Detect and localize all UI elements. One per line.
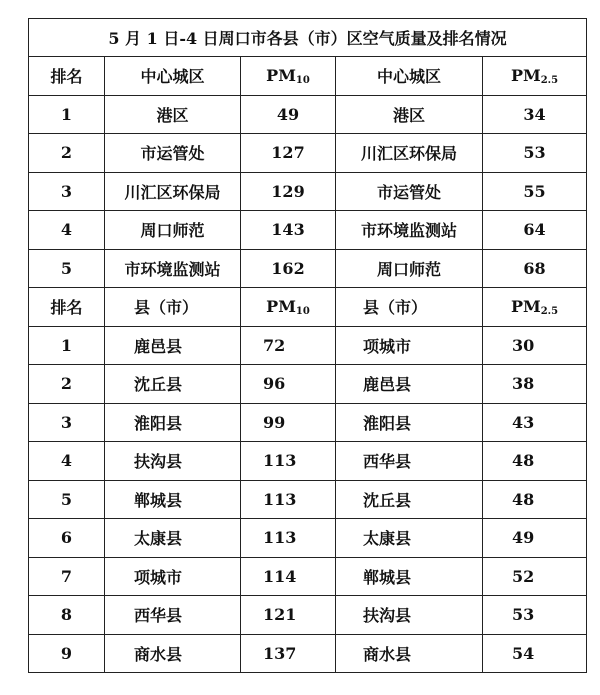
county-pm25-header (483, 288, 587, 327)
pm10-value: 114 (241, 557, 336, 596)
pm25-value: 53 (483, 134, 587, 173)
pm10-value: 162 (241, 249, 336, 288)
rank-cell: 4 (29, 442, 105, 481)
district-header-pm10: 中心城区 (105, 57, 241, 96)
county-header-pm25: 县（市） (336, 288, 483, 327)
district-name-pm10: 市运管处 (105, 134, 241, 173)
district-name-pm10: 港区 (105, 95, 241, 134)
pm10-value: 121 (241, 596, 336, 635)
rank-cell: 3 (29, 172, 105, 211)
rank-cell: 1 (29, 326, 105, 365)
pm10-value: 99 (241, 403, 336, 442)
rank-cell: 1 (29, 95, 105, 134)
pm25-value: 43 (483, 403, 587, 442)
county-name-pm10: 商水县 (105, 634, 241, 673)
county-name-pm25: 郸城县 (336, 557, 483, 596)
document-page (28, 18, 587, 673)
district-name-pm25: 周口师范 (336, 249, 483, 288)
district-name-pm25: 川汇区环保局 (336, 134, 483, 173)
pm25-value: 64 (483, 211, 587, 250)
table-row (29, 249, 587, 288)
pm25-value: 48 (483, 480, 587, 519)
county-pm25-header-sub: 2.5 (540, 305, 559, 317)
pm10-value: 72 (241, 326, 336, 365)
title-row (29, 19, 587, 57)
table-row (29, 403, 587, 442)
pm25-header-sub: 2.5 (540, 74, 559, 86)
county-name-pm25: 西华县 (336, 442, 483, 481)
county-pm10-header (241, 288, 336, 327)
county-pm10-header-label: PM (266, 296, 296, 316)
rank-cell: 7 (29, 557, 105, 596)
county-name-pm25: 太康县 (336, 519, 483, 558)
table-row (29, 172, 587, 211)
rank-cell: 8 (29, 596, 105, 635)
county-rank-header: 排名 (29, 288, 105, 327)
rank-cell: 5 (29, 249, 105, 288)
county-name-pm10: 鹿邑县 (105, 326, 241, 365)
pm10-header-label: PM (266, 65, 296, 85)
rank-cell: 3 (29, 403, 105, 442)
rank-cell: 5 (29, 480, 105, 519)
pm10-value: 137 (241, 634, 336, 673)
pm25-value: 30 (483, 326, 587, 365)
county-pm25-header-label: PM (510, 296, 541, 316)
rank-cell: 6 (29, 519, 105, 558)
county-name-pm25: 淮阳县 (336, 403, 483, 442)
district-name-pm10: 市环境监测站 (105, 249, 241, 288)
district-name-pm25: 市环境监测站 (336, 211, 483, 250)
pm25-value: 55 (483, 172, 587, 211)
table-row (29, 95, 587, 134)
table-row (29, 519, 587, 558)
district-name-pm10: 周口师范 (105, 211, 241, 250)
table-row (29, 596, 587, 635)
county-header-row (29, 288, 587, 327)
county-name-pm10: 沈丘县 (105, 365, 241, 404)
pm25-value: 52 (483, 557, 587, 596)
county-name-pm10: 项城市 (105, 557, 241, 596)
urban-header-row (29, 57, 587, 96)
county-name-pm25: 鹿邑县 (336, 365, 483, 404)
table-row (29, 365, 587, 404)
district-name-pm25: 市运管处 (336, 172, 483, 211)
county-name-pm25: 商水县 (336, 634, 483, 673)
pm10-header-sub: 10 (295, 74, 310, 86)
pm10-value: 143 (241, 211, 336, 250)
pm10-value: 129 (241, 172, 336, 211)
pm25-value: 68 (483, 249, 587, 288)
pm10-value: 113 (241, 519, 336, 558)
county-pm10-header-sub: 10 (295, 305, 310, 317)
pm25-value: 34 (483, 95, 587, 134)
pm10-value: 113 (241, 442, 336, 481)
pm25-value: 38 (483, 365, 587, 404)
pm10-value: 49 (241, 95, 336, 134)
rank-cell: 9 (29, 634, 105, 673)
county-name-pm10: 太康县 (105, 519, 241, 558)
county-name-pm10: 郸城县 (105, 480, 241, 519)
district-name-pm10: 川汇区环保局 (105, 172, 241, 211)
district-name-pm25: 港区 (336, 95, 483, 134)
pm25-value: 48 (483, 442, 587, 481)
table-row (29, 634, 587, 673)
rank-header: 排名 (29, 57, 105, 96)
table-row (29, 211, 587, 250)
rank-cell: 2 (29, 134, 105, 173)
pm25-header-label: PM (510, 65, 541, 85)
table-row (29, 442, 587, 481)
table-row (29, 480, 587, 519)
county-header-pm10: 县（市） (105, 288, 241, 327)
pm10-value: 113 (241, 480, 336, 519)
county-name-pm25: 沈丘县 (336, 480, 483, 519)
county-name-pm10: 西华县 (105, 596, 241, 635)
air-quality-ranking-table (28, 18, 587, 673)
county-name-pm10: 淮阳县 (105, 403, 241, 442)
pm10-header (241, 57, 336, 96)
pm25-value: 49 (483, 519, 587, 558)
table-title: 5 月 1 日-4 日周口市各县（市）区空气质量及排名情况 (29, 19, 587, 57)
pm25-value: 53 (483, 596, 587, 635)
rank-cell: 4 (29, 211, 105, 250)
pm10-value: 96 (241, 365, 336, 404)
county-name-pm25: 项城市 (336, 326, 483, 365)
table-row (29, 134, 587, 173)
rank-cell: 2 (29, 365, 105, 404)
table-row (29, 557, 587, 596)
pm10-value: 127 (241, 134, 336, 173)
pm25-header (483, 57, 587, 96)
county-name-pm10: 扶沟县 (105, 442, 241, 481)
district-header-pm25: 中心城区 (336, 57, 483, 96)
county-name-pm25: 扶沟县 (336, 596, 483, 635)
table-row (29, 326, 587, 365)
pm25-value: 54 (483, 634, 587, 673)
